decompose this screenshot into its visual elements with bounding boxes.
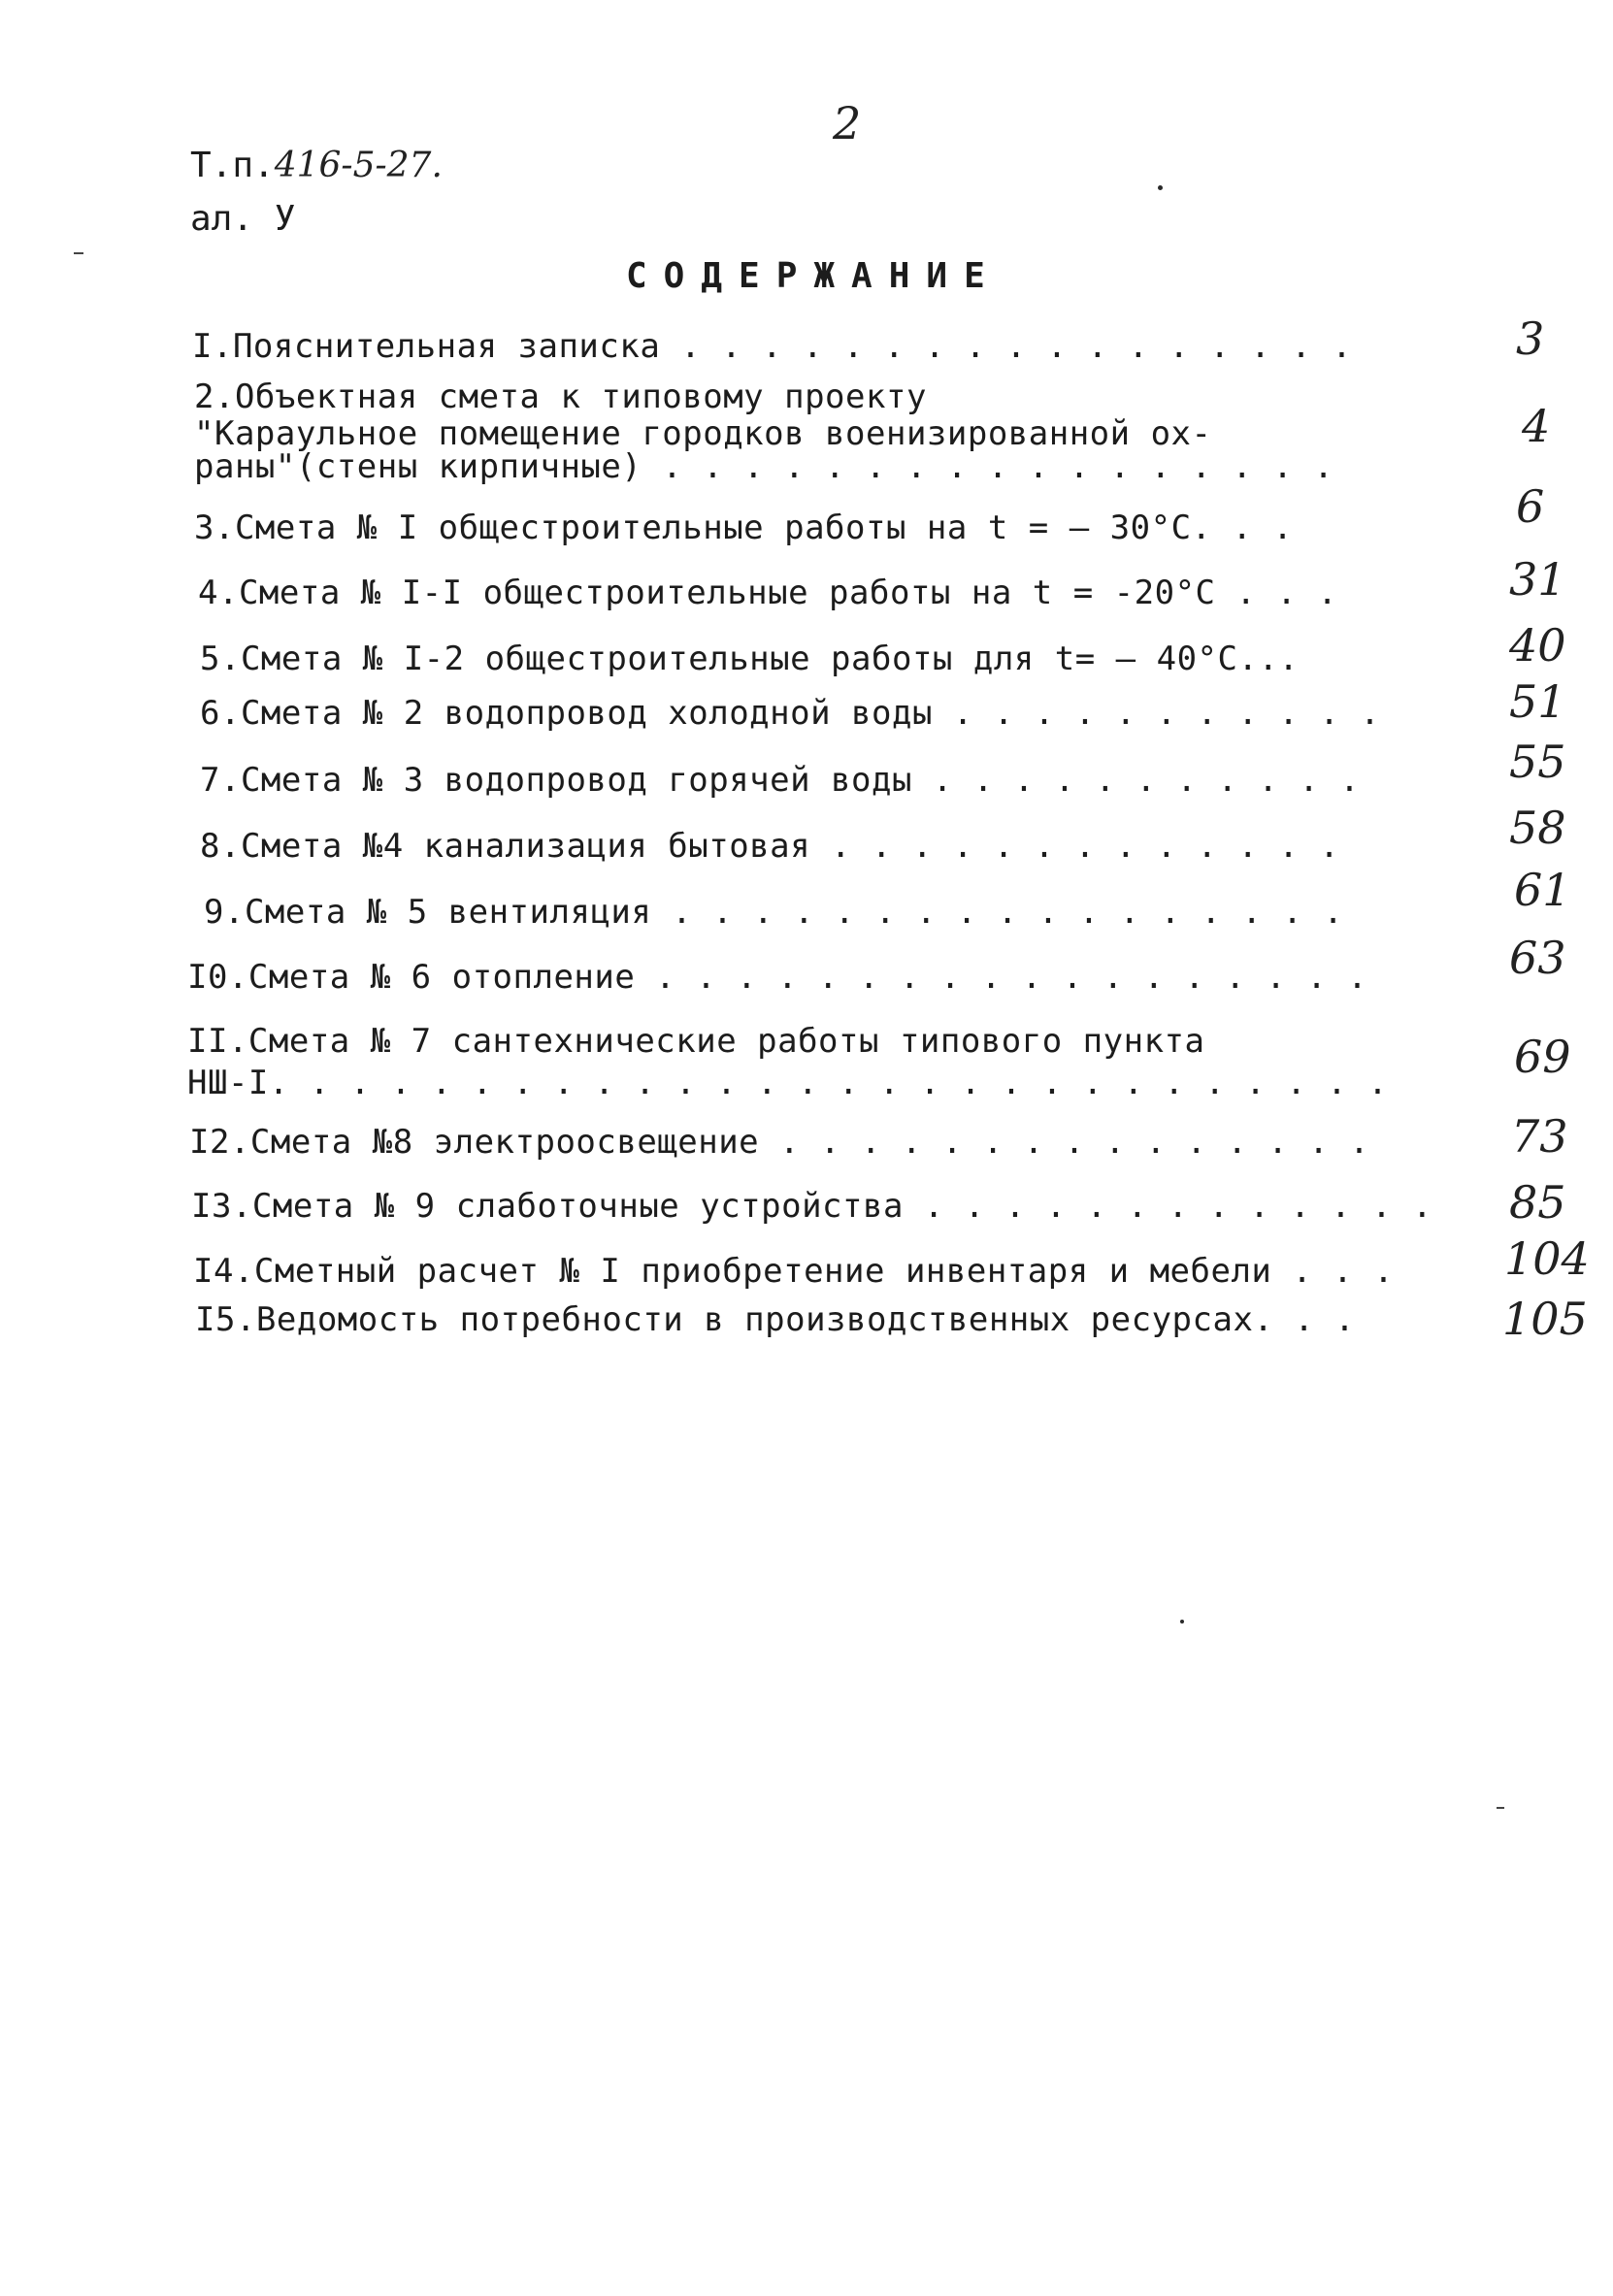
- toc-entry-9-line-1: 9.Смета № 5 вентиляция . . . . . . . . . . . . . . . . .: [204, 893, 1344, 932]
- toc-entry-2-page: 4: [1522, 400, 1551, 452]
- toc-entry-11-line-1: II.Смета № 7 сантехнические работы типового пункта: [187, 1022, 1205, 1061]
- toc-entry-6-line-1: 6.Смета № 2 водопровод холодной воды . . . . . . . . . . .: [200, 694, 1381, 733]
- toc-entry-8-line-1: 8.Смета №4 канализация бытовая . . . . . . . . . . . . .: [200, 827, 1340, 866]
- toc-entry-2-line-2: "Караульное помещение городков военизированной ох-: [194, 414, 1212, 453]
- toc-entry-12-line-1: I2.Смета №8 электроосвещение . . . . . . . . . . . . . . .: [189, 1123, 1370, 1162]
- toc-entry-2-line-1: 2.Объектная смета к типовому проекту: [194, 377, 927, 416]
- toc-entry-1-page: 3: [1516, 312, 1545, 365]
- toc-entry-7-line-1: 7.Смета № 3 водопровод горячей воды . . . . . . . . . . .: [200, 761, 1361, 800]
- toc-entry-5-page: 40: [1509, 619, 1566, 672]
- toc-entry-14-page: 104: [1504, 1232, 1590, 1285]
- toc-entry-6-page: 51: [1509, 675, 1566, 728]
- toc-entry-3-text: 3.Смета № I общестроительные работы на: [194, 508, 968, 547]
- toc-entry-5-text: 5.Смета № I-2 общестроительные работы для: [200, 640, 1035, 678]
- toc-entry-4-line-1: [198, 574, 1337, 612]
- toc-entry-11-line-2: НШ-I. . . . . . . . . . . . . . . . . . . . . . . . . . . .: [187, 1064, 1389, 1102]
- toc-entry-5-line-1: [200, 640, 1299, 678]
- page-number: 2: [833, 97, 862, 149]
- toc-entry-13-line-1: I3.Смета № 9 слаботочные устройства . . . . . . . . . . . . .: [191, 1187, 1433, 1226]
- toc-entry-7-page: 55: [1509, 736, 1566, 788]
- contents-title: СОДЕРЖАНИЕ: [626, 256, 1002, 296]
- toc-entry-11-page: 69: [1514, 1031, 1571, 1083]
- album-label: ал. У: [190, 199, 296, 239]
- toc-entry-13-page: 85: [1509, 1176, 1566, 1229]
- toc-entry-9-page: 61: [1514, 864, 1571, 916]
- doc-ref-prefix: Т.п.: [190, 146, 275, 185]
- toc-entry-4-temperature: t = -20°C . . .: [1032, 574, 1338, 612]
- scan-speck: [1180, 1620, 1184, 1624]
- scan-speck: [1158, 185, 1163, 190]
- toc-entry-1-line-1: I.Пояснительная записка . . . . . . . . . . . . . . . . .: [192, 327, 1353, 366]
- toc-entry-3-line-1: [194, 508, 1293, 547]
- toc-entry-3-temperature: t = – 30°C. . .: [987, 508, 1294, 547]
- toc-entry-2-line-3: раны"(стены кирпичные) . . . . . . . . . . . . . . . . .: [194, 447, 1334, 486]
- scan-mark: [1497, 1807, 1504, 1809]
- toc-entry-5-temperature: t= – 40°C...: [1054, 640, 1300, 678]
- scan-mark: [74, 252, 83, 254]
- toc-entry-14-line-1: I4.Сметный расчет № I приобретение инвентаря и мебели . . .: [193, 1252, 1395, 1291]
- toc-entry-4-text: 4.Смета № I-I общестроительные работы на: [198, 574, 1012, 612]
- document-reference: [190, 146, 443, 185]
- doc-ref-number: 416-5-27.: [274, 146, 443, 185]
- toc-entry-15-page: 105: [1502, 1293, 1588, 1345]
- toc-entry-4-page: 31: [1509, 553, 1566, 606]
- toc-entry-8-page: 58: [1509, 802, 1566, 854]
- toc-entry-3-page: 6: [1516, 480, 1545, 533]
- toc-entry-10-page: 63: [1509, 932, 1566, 984]
- toc-entry-15-line-1: I5.Ведомость потребности в производственных ресурсах. . .: [195, 1300, 1356, 1339]
- toc-entry-12-page: 73: [1511, 1110, 1568, 1163]
- toc-entry-10-line-1: I0.Смета № 6 отопление . . . . . . . . . . . . . . . . . .: [187, 958, 1368, 997]
